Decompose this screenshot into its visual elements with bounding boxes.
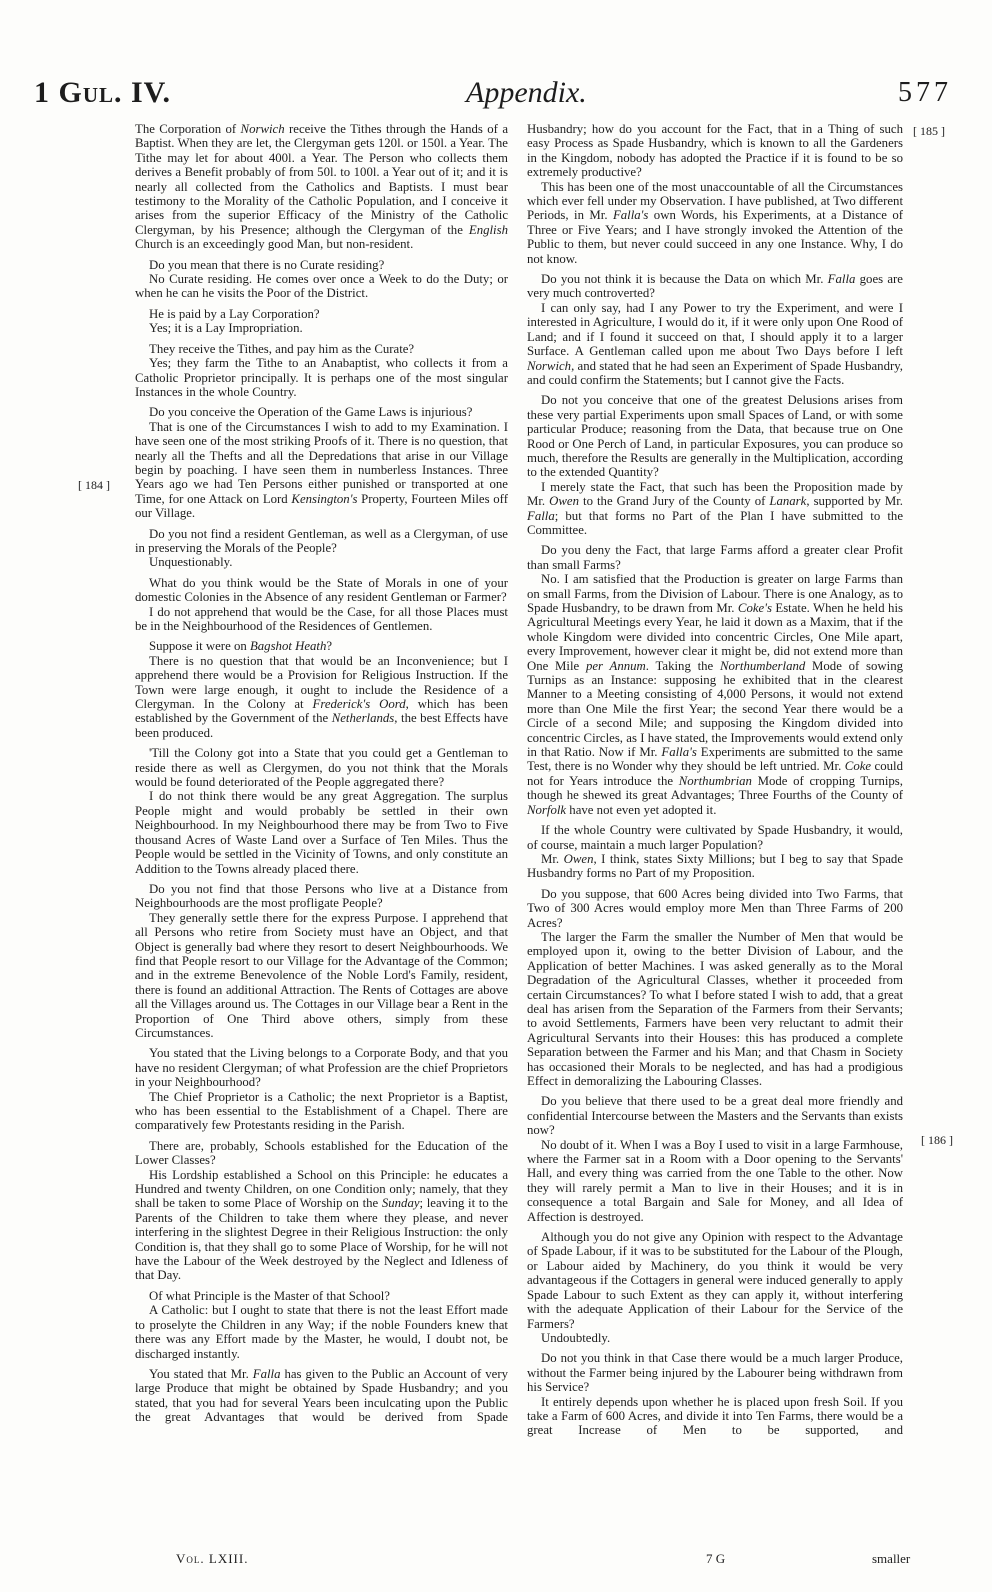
italic-text: Kensington's [291,491,358,506]
italic-text: Netherlands [331,711,395,726]
question-paragraph: Do you deny the Fact, that large Farms afford a greater clear Profit than small Farms? [527,543,903,572]
question-paragraph: They receive the Tithes, and pay him as the Curate? [149,341,415,356]
question-paragraph: Although you do not give any Opinion with respect to the Advantage of Spade Labour, if it was to be substituted for the Labour of the Plough, or Labour aided by Machinery, do you think it would be very advantageous if the Cottagers in general were induced generally to apply Spade Labour to such Extent as they can apply it, without interfering with the adequate Application of their Labour for the Service of the Farmers? [527,1230,903,1331]
answer-paragraph: They generally settle there for the express Purpose. I apprehend that all Persons who retire from Society must have an Object, and that Object is generally bad where they resort to desert Neighbourhoods. We find that People resort to our Village for the Advantage of the Common; and in the extreme Benevolence of the Noble Lord's Family, resident, there is found an additional Attraction. The Rents of Cottages are above all the Villages around us. The Cottages in our Village bear a Rent in the Proportion of One Third above others, simply from these Circumstances. [135,910,508,1040]
question-paragraph: Do you mean that there is no Curate residing? [149,257,385,272]
question-paragraph: Do you not find a resident Gentleman, as well as a Clergyman, of use in preserving the Morals of the People? [135,526,508,555]
italic-text: Northumberland [719,658,806,673]
answer-paragraph: Yes; they farm the Tithe to an Anabaptist, who collects it from a Catholic Proprietor principally. It is perhaps one of the most singular Instances in the whole Country. [135,356,508,399]
italic-text: Bagshot Heath [249,639,327,654]
question-paragraph: You stated that Mr. Falla has given to the Public an Account of very large Produce that might be obtained by Spade Husbandry; and you stated, that you had for several Years been inculcating upon the Public the great Advantages that would be derived from Spade [135,1366,508,1425]
italic-text: Norwich [527,358,572,373]
right-text-column [527,122,903,1438]
answer-paragraph: Unquestionably. [149,555,233,570]
answer-paragraph: I do not apprehend that would be the Case, for all those Places must be in the Neighbourhood of the Residences of Gentlemen. [135,604,508,633]
catchword: smaller [872,1551,911,1566]
italic-text: Owen [563,851,594,866]
italic-text: Lanark [769,494,807,509]
question-paragraph: There are, probably, Schools established for the Education of the Lower Classes? [135,1138,508,1168]
italic-text: Sunday [381,1196,420,1211]
italic-text: English [468,222,508,237]
answer-paragraph: That is one of the Circumstances I wish to add to my Examination. I have seen one of the most striking Proofs of it. There is no question, that nearly all the Thefts and all the Depredations that arise in our Village begin by poaching. I have seen them in numberless Instances. Three Years ago we had Ten Persons either punished or transported at one Time, for one Attack on Lord Kensington's Property, Fourteen Miles off our Village. [135,419,508,521]
answer-paragraph: His Lordship established a School on this Principle: he educates a Hundred and twenty Children, on one Condition only; namely, that they shall be taken to some Place of Worship on the Sunday; leaving it to the Parents of the Children to take them where they please, and never interfering in the slightest Degree in their Religious Instruction: the only Condition is, that they shall go to some Place of Worship, for he will not have the Labour of the Week destroyed by the Neglect and Idleness of that Day. [135,1167,508,1283]
answer-paragraph: No. I am satisfied that the Production is greater on large Farms than on small Farms, from the Division of Labour. There is one Analogy, as to Spade Husbandry, to be drawn from Mr. Coke's Estate. When he held his Agricultural Meetings every Year, he laid it down as a Maxim, that if the whole Kingdom were divided into concentric Circles, One Mile apart, every Improvement, however clear it might be, did not extend more than One Mile per Annum. Taking the Northumberland Mode of sowing Turnips as an Instance: supposing he exhibited that in the clearest Manner to a Meeting consisting of 4,000 Persons, it would not extend more than One Mile the first Year; the second Year there would be a Circle of a second Mile; and supposing the Kingdom divided into concentric Circles, as I have stated, the Improvements would extend only in that Ratio. Now if Mr. Falla's Experiments are submitted to the same Test, there is no Wonder why they should be left untried. Mr. Coke could not for Years introduce the Northumbrian Mode of cropping Turnips, though he shewed its great Advantages; Three Fourths of the County of Norfolk have not even yet adopted it. [527,572,903,817]
margin-page-ref-184: [ 184 ] [78,478,110,492]
continued-paragraph: Husbandry; how do you account for the Fact, that in a Thing of such easy Process as Spade Husbandry, which is known to all the Gardeners in the Kingdom, nobody has adopted the Practice if it is found to be so extremely productive? [527,122,903,180]
regnal-year-header: 1 Gul. IV. [34,76,171,109]
question-paragraph: He is paid by a Lay Corporation? [149,306,320,321]
question-paragraph: Of what Principle is the Master of that School? [149,1288,390,1303]
question-paragraph: Suppose it were on Bagshot Heath? [149,639,333,654]
italic-text: Norwich [240,122,285,136]
italic-text: Norfolk [527,802,567,817]
italic-text: Northumbrian [678,773,752,788]
answer-paragraph: There is no question that that would be an Inconvenience; but I apprehend there would be a Provision for Religious Instruction. If the Town were large enough, it ought to include the Residence of a Clergyman. In the Colony at Frederick's Oord, which has been established by the Government of the Netherlands, the best Effects have been produced. [135,653,508,740]
answer-paragraph: Mr. Owen, I think, states Sixty Millions; but I beg to say that Spade Husbandry forms no Part of my Proposition. [527,851,903,881]
answer-paragraph: The Chief Proprietor is a Catholic; the next Proprietor is a Baptist, who has been essential to the Establishment of a Chapel. There are comparatively few Protestants residing in the Parish. [135,1089,508,1133]
answer-paragraph: A Catholic: but I ought to state that there is not the least Effort made to proselyte the Children in any Way; if the noble Founders knew that there was any Effort made by the Master, he would, I doubt not, be discharged instantly. [135,1303,508,1361]
italic-text: Coke's [737,601,772,615]
italic-text: Coke [844,759,872,774]
italic-text: per Annum [585,658,646,673]
question-paragraph: Do you believe that there used to be a great deal more friendly and confidential Intercourse between the Masters and the Servants than exists now? [527,1094,903,1138]
question-paragraph: What do you think would be the State of Morals in one of your domestic Colonies in the Absence of any resident Gentleman or Farmer? [135,575,508,605]
question-paragraph: Do you not think it is because the Data on which Mr. Falla goes are very much controverted? [527,272,903,301]
answer-paragraph: It entirely depends upon whether he is placed upon fresh Soil. If you take a Farm of 600 Acres, and divide it into Ten Farms, there would be a great Increase of Men to be supported, and [527,1394,903,1438]
margin-page-ref-186: [ 186 ] [921,1133,953,1147]
continued-paragraph: The Corporation of Norwich receive the Tithes through the Hands of a Baptist. When they are let, the Clergyman gets 120l. or 150l. a Year. The Tithe may let for about 400l. a Year. The Person who collects them derives a Benefit probably of from 50l. to 100l. a Year out of it; and it is nearly all collected from the Catholics and Baptists. I must bear testimony to the Morality of the Catholic Population, and I conceive it arises from the superior Efficacy of the Ministry of the Catholic Clergyman, by his Presence; although the Clergyman of the English Church is an exceedingly good Man, but non-resident. [135,122,508,252]
italic-text: Falla [252,1366,281,1381]
answer-paragraph: I do not think there would be any great Aggregation. The surplus People might and would probably be settled in their own Neighbourhood. In my Neighbourhood there may be from Two to Five thousand Acres of Waste Land over a Surface of Ten Miles. Thus the People would be settled in the Vicinity of Towns, and only constitute an Addition to the Towns already placed there. [135,789,508,876]
margin-page-ref-185: [ 185 ] [913,124,945,138]
answer-paragraph: I merely state the Fact, that such has been the Proposition made by Mr. Owen to the Grand Jury of the County of Lanark, supported by Mr. Falla; but that forms no Part of the Plan I have submitted to the Committee. [527,479,903,537]
italic-text: Owen [549,494,580,509]
italic-text: Falla's [661,745,697,760]
italic-text: Falla's [612,208,649,223]
question-paragraph: Do you not find that those Persons who live at a Distance from Neighbourhoods are the most profligate People? [135,881,508,911]
answer-paragraph: This has been one of the most unaccountable of all the Circumstances which ever fell under my Observation. I have published, at Two different Periods, in Mr. Falla's own Words, his Experiments, at a Distance of Three or Five Years; and I have strongly invoked the Attention of the Public to them, but never could succeed in any one Instance. Why, I do not know. [527,179,903,266]
section-title: Appendix. [466,76,587,109]
question-paragraph: You stated that the Living belongs to a Corporate Body, and that you have no resident Clergyman; of what Profession are the chief Proprietors in your Neighbourhood? [135,1046,508,1090]
answer-paragraph: The larger the Farm the smaller the Number of Men that would be employed upon it, owing to the better Division of Labour, and the Application of better Machines. I was asked generally as to the Moral Degradation of the Agricultural Classes, whether it proceeded from certain Circumstances? To what I before stated I wish to add, that a great deal has arisen from the Separation of the Farmers from their Servants; to avoid Settlements, Farmers have been very reluctant to admit their Agricultural Servants into their Houses: this has produced a complete Separation between the Farmer and his Man; and that Chasm in Society has occasioned their Morals to be neglected, and has had a prodigious Effect in demoralizing the Labouring Classes. [527,929,903,1088]
page-number: 577 [898,77,952,108]
question-paragraph: Do you suppose, that 600 Acres being divided into Two Farms, that Two of 300 Acres would employ more Men than Three Farms of 200 Acres? [527,886,903,930]
volume-label: Vol. LXIII. [176,1551,249,1566]
answer-paragraph: Yes; it is a Lay Impropriation. [149,321,303,336]
italic-text: Frederick's Oord [312,697,406,712]
question-paragraph: Do not you conceive that one of the greatest Delusions arises from these very partial Experiments upon small Spaces of Land, or with some particular Produce; reasoning from the Data, that because true on One Rood or One Perch of Land, in particular Exposures, you can produce so much, therefore the Results are generally in the Multiplication, according to the extended Quantity? [527,393,903,480]
italic-text: Falla [527,508,555,523]
question-paragraph: 'Till the Colony got into a State that you could get a Gentleman to reside there as well as Clergymen, do you not think that the Morals would be found deteriorated of the People aggregated there? [135,746,508,790]
left-text-column [135,122,508,1425]
answer-paragraph: No doubt of it. When I was a Boy I used to visit in a large Farmhouse, where the Farmer sat in a Room with a Door opening to the Servants' Hall, and every thing was carried from the one Table to the other. Now they will rarely permit a Man to live in their Houses; and it is in consequence a total Bargain and Sale for Money, and all Idea of Affection is destroyed. [527,1137,903,1224]
answer-paragraph: No Curate residing. He comes over once a Week to do the Duty; or when he can he visits the Poor of the District. [135,272,508,301]
answer-paragraph: I can only say, had I any Power to try the Experiment, and were I interested in Agriculture, I would do it, if it were only upon One Rood of Land; and if I found it succeed on that, I should apply it to a larger Surface. A Gentleman called upon me about Two Days before I left Norwich, and stated that he had seen an Experiment of Spade Husbandry, and could confirm the Statements; but I cannot give the Facts. [527,300,903,387]
question-paragraph: If the whole Country were cultivated by Spade Husbandry, it would, of course, maintain a much larger Population? [527,823,903,852]
answer-paragraph: Undoubtedly. [541,1330,611,1345]
question-paragraph: Do not you think in that Case there would be a much larger Produce, without the Farmer being injured by the Labourer being withdrawn from his Service? [527,1351,903,1395]
question-paragraph: Do you conceive the Operation of the Game Laws is injurious? [149,405,473,420]
italic-text: Falla [827,272,856,287]
signature-mark: 7 G [706,1551,726,1566]
